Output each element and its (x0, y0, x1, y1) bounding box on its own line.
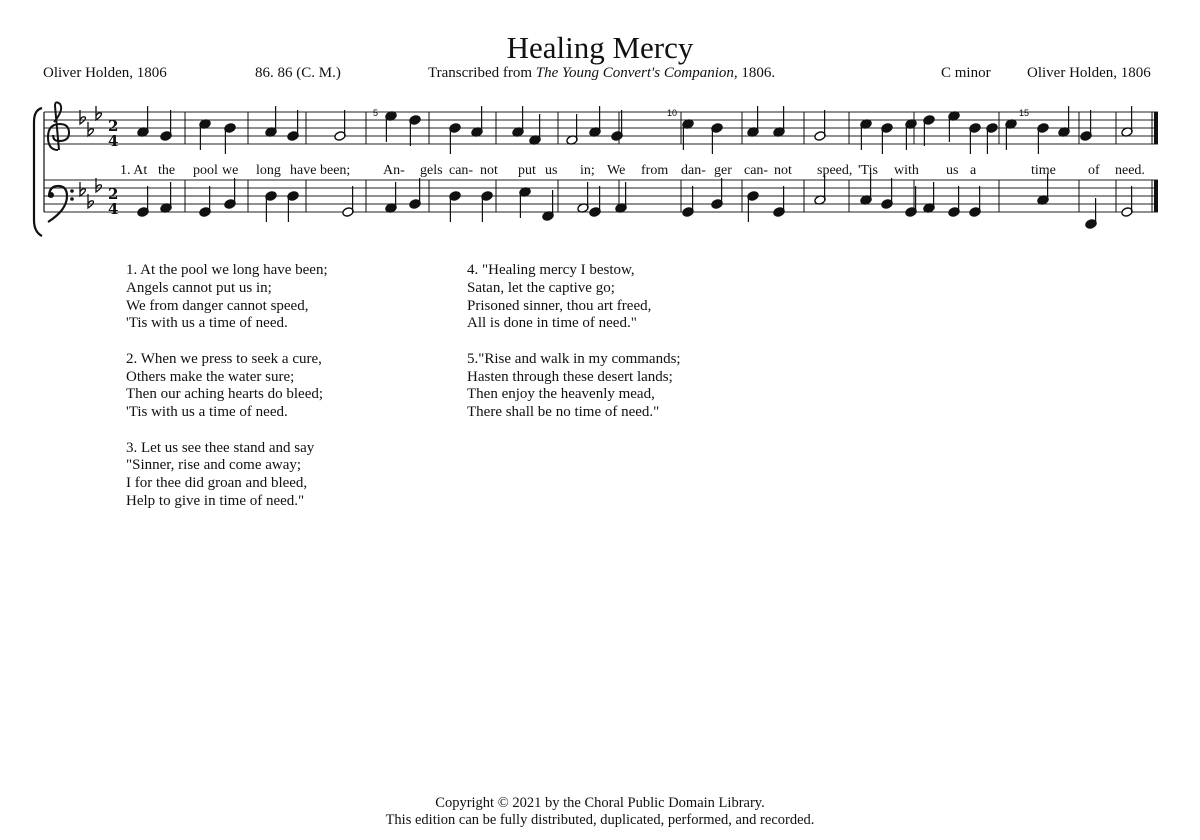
lyrics-line (120, 163, 1145, 178)
footer-line-1: Copyright © 2021 by the Choral Public Domain Library. (435, 795, 765, 811)
lyric-syllable: we (222, 163, 239, 178)
final-barline (1154, 180, 1158, 212)
verse-line: All is done in time of need." (467, 315, 637, 332)
lyric-syllable: not (480, 163, 498, 178)
lyric-syllable: We (607, 163, 626, 178)
verse-line: Help to give in time of need." (126, 492, 305, 509)
lyric-syllable: dan- (681, 163, 706, 178)
verse-line: Prisoned sinner, thou art freed, (467, 297, 652, 314)
lyric-syllable: us (545, 163, 558, 178)
time-bottom-bass: 4 (108, 200, 119, 218)
lyric-syllable: can- (449, 163, 474, 178)
lyric-syllable: with (894, 163, 919, 178)
lyric-syllable: 'Tis (858, 163, 878, 178)
verse-line: 5."Rise and walk in my commands; (467, 350, 681, 367)
lyric-syllable: long (256, 163, 281, 178)
verse-5 (467, 351, 681, 422)
lyric-syllable: need. (1115, 163, 1145, 178)
lyric-syllable: have (290, 163, 317, 178)
lyric-syllable: time (1031, 163, 1056, 178)
lyric-syllable: pool (193, 163, 218, 178)
verses-right-column (467, 262, 681, 440)
lyric-syllable: not (774, 163, 792, 178)
lyric-syllable: a (970, 163, 977, 178)
key-signature-label: C minor (941, 65, 991, 81)
lyric-syllable: been; (320, 163, 351, 178)
lyric-syllable: the (158, 163, 176, 178)
composer-left: Oliver Holden, 1806 (43, 65, 167, 81)
verse-4 (467, 262, 681, 333)
footer-line-2: This edition can be fully distributed, duplicated, performed, and recorded. (385, 811, 815, 828)
verse-line: 3. Let us see thee stand and say (126, 439, 315, 456)
verse-line: Others make the water sure; (126, 368, 295, 385)
lyric-syllable: An- (383, 163, 405, 178)
lyric-syllable: ger (714, 163, 732, 178)
source-title: The Young Convert's Companion (535, 65, 734, 81)
measure-number: 5 (373, 108, 379, 118)
verse-3 (126, 440, 328, 511)
verse-line: 4. "Healing mercy I bestow, (467, 262, 635, 278)
verse-line: There shall be no time of need." (467, 404, 660, 421)
lyric-syllable: put (518, 163, 536, 178)
verse-line: 2. When we press to seek a cure, (126, 350, 322, 367)
time-signature (108, 117, 118, 218)
source-prefix: Transcribed from (428, 65, 536, 81)
music-score (0, 0, 1200, 250)
lyric-syllable: us (946, 163, 959, 178)
verse-1 (126, 262, 328, 333)
measure-number: 10 (667, 108, 678, 118)
verse-line: Then enjoy the heavenly mead, (467, 386, 655, 403)
time-top-bass: 2 (108, 185, 119, 203)
source-suffix: , 1806. (733, 65, 776, 81)
meter: 86. 86 (C. M.) (255, 65, 341, 81)
page-title: Healing Mercy (506, 30, 694, 65)
treble-clef-icon (48, 102, 69, 150)
lyric-syllable: speed, (817, 163, 853, 178)
flat-icon (80, 182, 85, 196)
lyric-syllable: of (1088, 163, 1100, 178)
flat-icon (96, 106, 101, 120)
verse-line: We from danger cannot speed, (126, 297, 309, 314)
lyric-syllable: from (641, 163, 669, 178)
measure-number: 15 (1019, 108, 1030, 118)
lyric-syllable: 1. At (120, 163, 148, 178)
key-signature-flats (80, 106, 101, 208)
verse-line: Angels cannot put us in; (126, 279, 272, 296)
verse-line: 'Tis with us a time of need. (126, 315, 288, 332)
final-barline (1154, 112, 1158, 144)
notes (137, 106, 1133, 229)
system-brace (34, 108, 42, 236)
verse-line: Hasten through these desert lands; (467, 368, 673, 385)
verse-line: Satan, let the captive go; (467, 279, 615, 296)
lyric-syllable: can- (744, 163, 769, 178)
lyric-syllable: gels (420, 163, 443, 178)
verse-line: "Sinner, rise and come away; (126, 457, 302, 474)
verse-line: I for thee did groan and bleed, (126, 475, 308, 492)
verse-line: 'Tis with us a time of need. (126, 404, 288, 421)
verses-left-column (126, 262, 328, 528)
verse-2 (126, 351, 328, 422)
composer-right: Oliver Holden, 1806 (1027, 65, 1151, 81)
flat-icon (88, 122, 93, 136)
verse-line: Then our aching hearts do bleed; (126, 386, 324, 403)
lyric-syllable: in; (580, 163, 595, 178)
time-bottom-treble: 4 (108, 132, 119, 150)
time-top-treble: 2 (108, 117, 119, 135)
copyright-footer (0, 795, 1200, 828)
verse-line: 1. At the pool we long have been; (126, 262, 328, 278)
